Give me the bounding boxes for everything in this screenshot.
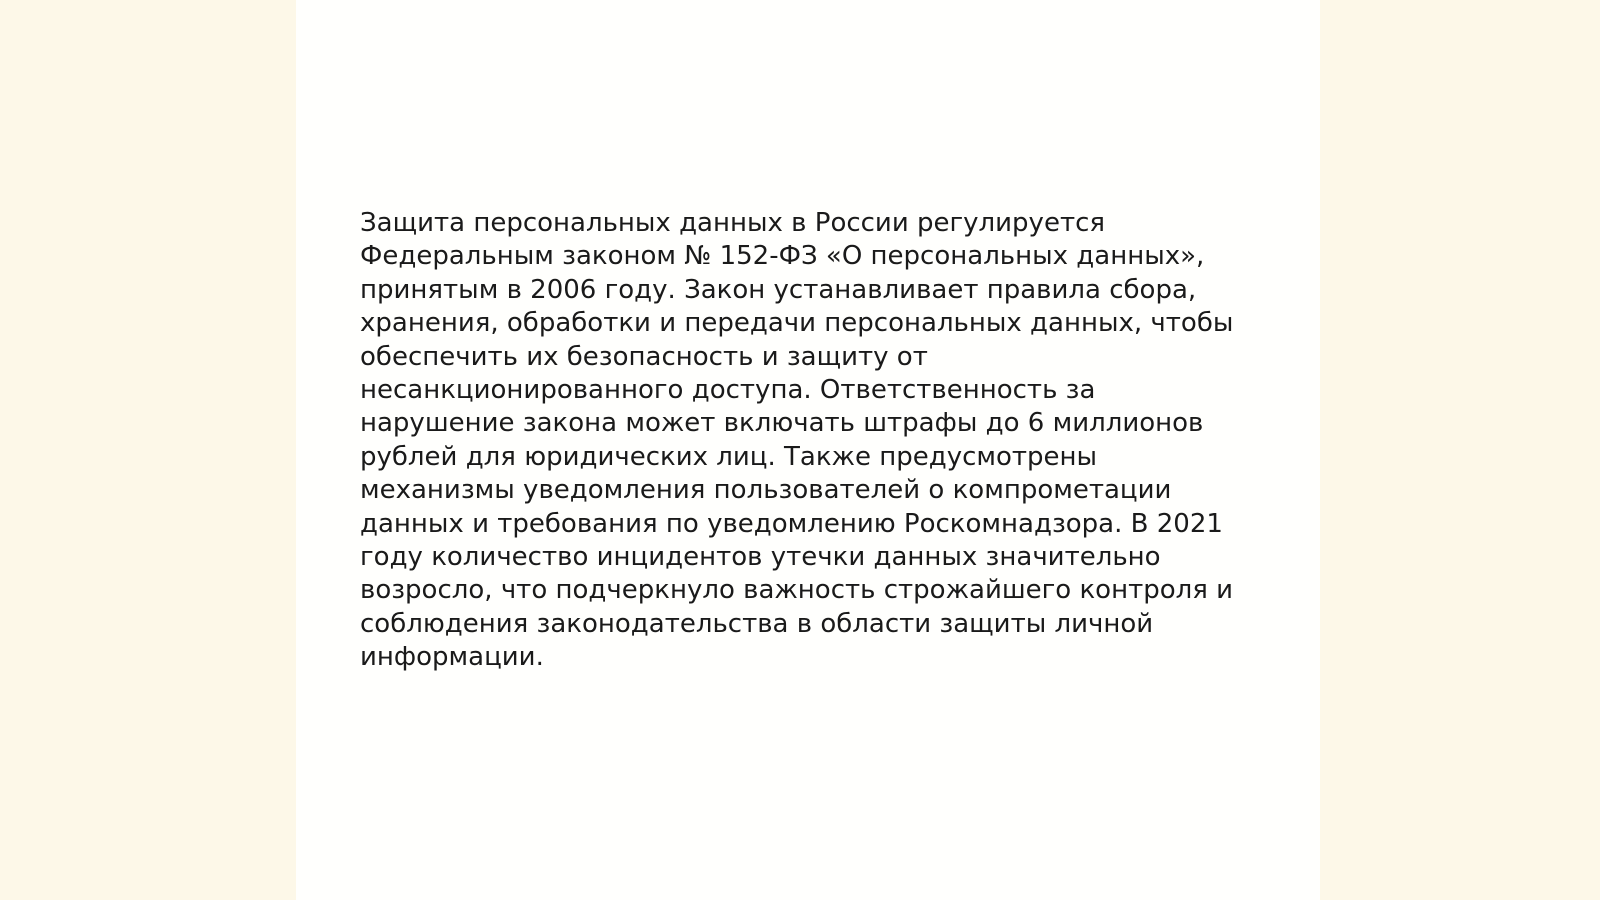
body-paragraph: [360, 207, 1260, 675]
paragraph-line: данных и требования по уведомлению Роскомнадзора. В 2021: [360, 508, 1223, 539]
paragraph-line: механизмы уведомления пользователей о компрометации: [360, 475, 1172, 506]
paragraph-line: нарушение закона может включать штрафы до 6 миллионов: [360, 408, 1204, 439]
paragraph-line: несанкционированного доступа. Ответственность за: [360, 375, 1096, 406]
document-page: [296, 0, 1320, 900]
paragraph-line: обеспечить их безопасность и защиту от: [360, 341, 928, 372]
paragraph-line: информации.: [360, 642, 544, 673]
paragraph-line: соблюдения законодательства в области защиты личной: [360, 608, 1154, 639]
paragraph-line: Федеральным законом № 152-ФЗ «О персональных данных»,: [360, 241, 1205, 272]
paragraph-line: возросло, что подчеркнуло важность строжайшего контроля и: [360, 575, 1234, 606]
paragraph-line: хранения, обработки и передачи персональных данных, чтобы: [360, 308, 1234, 339]
paragraph-line: Защита персональных данных в России регулируется: [360, 208, 1106, 238]
paragraph-line: году количество инцидентов утечки данных значительно: [360, 542, 1161, 573]
paragraph-line: принятым в 2006 году. Закон устанавливает правила сбора,: [360, 274, 1197, 305]
paragraph-line: рублей для юридических лиц. Также предусмотрены: [360, 441, 1098, 472]
